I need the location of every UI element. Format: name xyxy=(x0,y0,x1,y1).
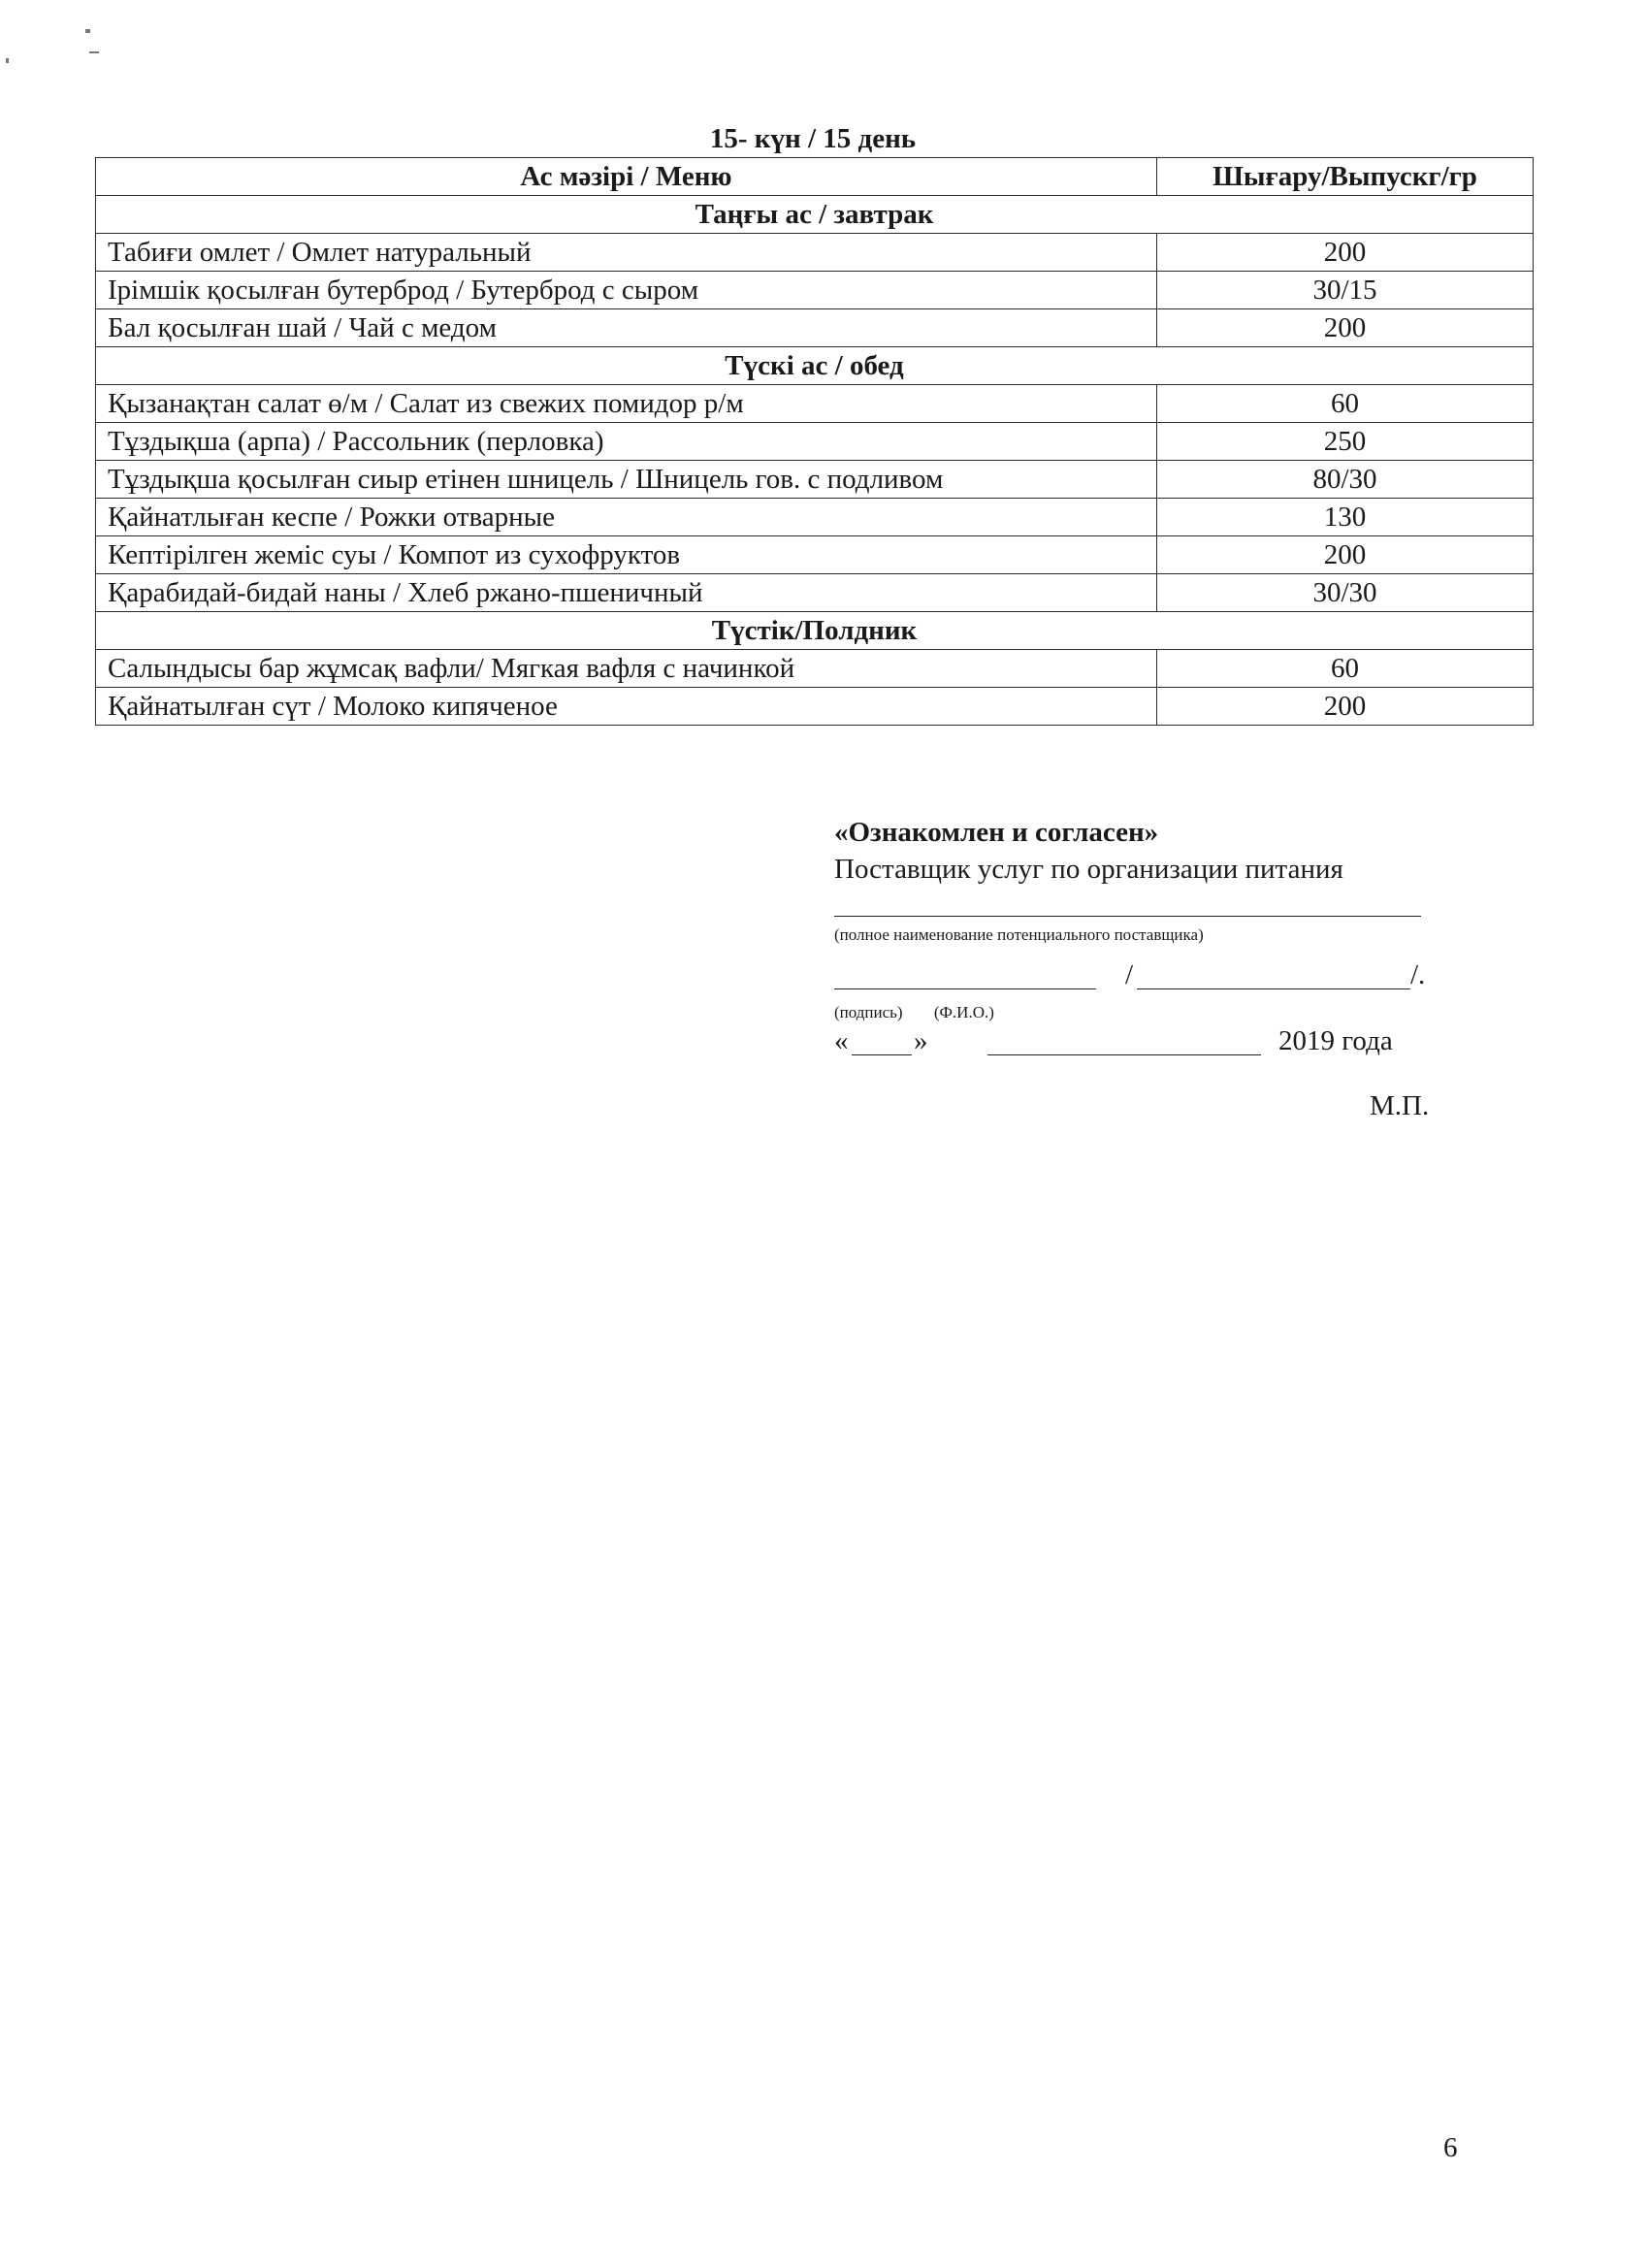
table-row xyxy=(96,309,1534,347)
portion-value: 200 xyxy=(1157,536,1534,574)
section-row-lunch xyxy=(96,347,1534,385)
portion-value: 200 xyxy=(1157,234,1534,272)
menu-table xyxy=(95,157,1534,726)
section-title: Түстік/Полдник xyxy=(96,612,1534,650)
stamp-mark: М.П. xyxy=(1370,1090,1430,1121)
dish-name: Бал қосылған шай / Чай с медом xyxy=(96,309,1157,347)
supplier-name-line xyxy=(834,916,1421,917)
slash-end: /. xyxy=(1410,959,1426,990)
fio-line xyxy=(1137,988,1410,989)
table-row xyxy=(96,536,1534,574)
portion-value: 200 xyxy=(1157,688,1534,726)
table-row xyxy=(96,423,1534,461)
section-row-breakfast xyxy=(96,196,1534,234)
day-line xyxy=(852,1054,912,1055)
dish-name: Қызанақтан салат ө/м / Салат из свежих помидор р/м xyxy=(96,385,1157,423)
portion-value: 130 xyxy=(1157,499,1534,536)
date-row xyxy=(834,1025,1494,1064)
dish-name: Кептірілген жеміс суы / Компот из сухофруктов xyxy=(96,536,1157,574)
table-row xyxy=(96,272,1534,309)
page-title: 15- күн / 15 день xyxy=(709,123,917,154)
agreement-block xyxy=(834,815,1494,1064)
dish-name: Қайнатылған сүт / Молоко кипяченое xyxy=(96,688,1157,726)
year-text: 2019 года xyxy=(1278,1025,1393,1056)
date-close-quote: » xyxy=(914,1025,928,1056)
portion-value: 60 xyxy=(1157,650,1534,688)
signature-row xyxy=(834,959,1494,998)
section-row-afternoon-snack xyxy=(96,612,1534,650)
dish-name: Тұздықша (арпа) / Рассольник (перловка) xyxy=(96,423,1157,461)
scan-mark xyxy=(85,29,90,33)
signature-caption: (подпись) xyxy=(834,1003,903,1021)
dish-name: Ірімшік қосылған бутерброд / Бутерброд с сыром xyxy=(96,272,1157,309)
agreement-title: «Ознакомлен и согласен» xyxy=(834,817,1159,848)
table-row xyxy=(96,461,1534,499)
signature-line xyxy=(834,988,1096,989)
scan-mark xyxy=(89,51,99,53)
portion-value: 30/30 xyxy=(1157,574,1534,612)
table-row xyxy=(96,688,1534,726)
fio-caption: (Ф.И.О.) xyxy=(933,1003,994,1021)
menu-column-header: Ас мәзірі / Меню xyxy=(96,158,1157,196)
page-number: 6 xyxy=(1443,2132,1458,2163)
dish-name: Қарабидай-бидай наны / Хлеб ржано-пшеничный xyxy=(96,574,1157,612)
dish-name: Тұздықша қосылған сиыр етінен шницель / Шницель гов. с подливом xyxy=(96,461,1157,499)
table-row xyxy=(96,385,1534,423)
agreement-subtitle: Поставщик услуг по организации питания xyxy=(834,854,1343,885)
section-title: Түскі ас / обед xyxy=(96,347,1534,385)
section-title: Таңғы ас / завтрак xyxy=(96,196,1534,234)
month-line xyxy=(987,1054,1261,1055)
dish-name: Қайнатлыған кеспе / Рожки отварные xyxy=(96,499,1157,536)
table-row xyxy=(96,650,1534,688)
table-header-row xyxy=(96,158,1534,196)
scan-mark xyxy=(6,58,9,63)
slash-separator: / xyxy=(1125,959,1134,990)
table-row xyxy=(96,499,1534,536)
output-column-header: Шығару/Выпускг/гр xyxy=(1157,158,1534,196)
dish-name: Табиғи омлет / Омлет натуральный xyxy=(96,234,1157,272)
table-row xyxy=(96,574,1534,612)
supplier-name-caption: (полное наименование потенциального поставщика) xyxy=(834,925,1204,944)
portion-value: 200 xyxy=(1157,309,1534,347)
portion-value: 30/15 xyxy=(1157,272,1534,309)
portion-value: 250 xyxy=(1157,423,1534,461)
dish-name: Салындысы бар жұмсақ вафли/ Мягкая вафля с начинкой xyxy=(96,650,1157,688)
portion-value: 80/30 xyxy=(1157,461,1534,499)
portion-value: 60 xyxy=(1157,385,1534,423)
signature-captions xyxy=(834,1002,1494,1023)
table-row xyxy=(96,234,1534,272)
date-open-quote: « xyxy=(834,1025,849,1056)
